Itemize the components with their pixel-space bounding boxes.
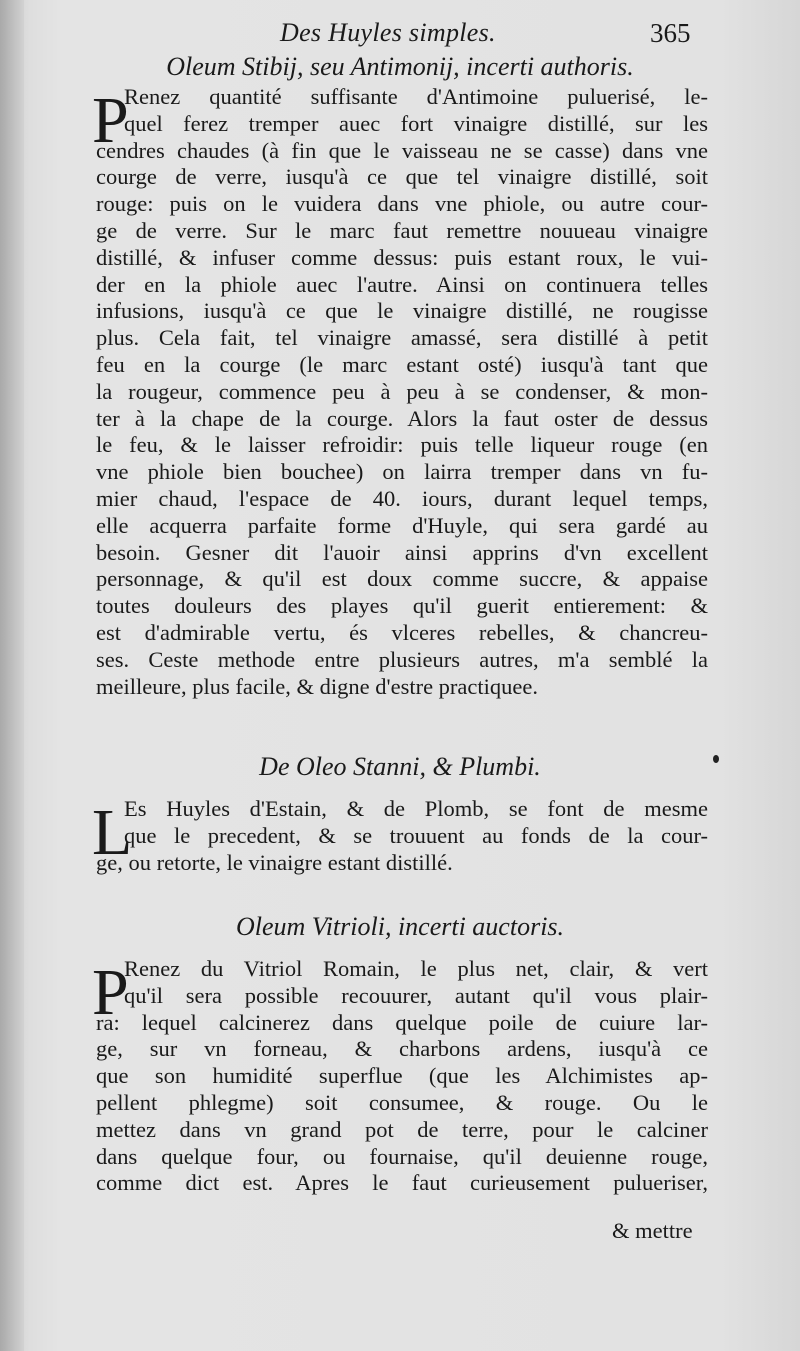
text-line: plus. Cela fait, tel vinaigre amassé, sera distillé à petit (96, 325, 708, 351)
page-header (0, 14, 800, 54)
page-gutter-shadow (0, 0, 24, 1351)
text-line: vne phiole bien bouchee) on lairra tremper dans vn fu- (96, 459, 708, 485)
text-line: quel ferez tremper auec fort vinaigre distillé, sur les (124, 110, 708, 136)
section-body-antimony (92, 84, 708, 700)
text-line: ge, sur vn forneau, & charbons ardens, iusqu'à ce (96, 1036, 708, 1062)
text-line: feu en la courge (le marc estant osté) iusqu'à tant que (96, 351, 708, 377)
page-number: 365 (650, 18, 691, 48)
text-line: est d'admirable vertu, és vlceres rebelles, & chancreu- (96, 619, 708, 645)
text-line: dans quelque four, ou fournaise, qu'il deuienne rouge, (96, 1143, 708, 1169)
text-line: mier chaud, l'espace de 40. iours, durant lequel temps, (96, 485, 708, 511)
text-line: que le precedent, & se trouuent au fonds de la cour- (124, 822, 708, 848)
text-line: meilleure, plus facile, & digne d'estre practiquee. (96, 673, 539, 699)
section-heading-vitriol: Oleum Vitrioli, incerti auctoris. (235, 912, 565, 941)
text-line: pellent phlegme) soit consumee, & rouge. Ou le (96, 1089, 708, 1115)
text-line: toutes douleurs des playes qu'il guerit entierement: & (96, 593, 708, 619)
text-line: personnage, & qu'il est doux comme succre, & appaise (96, 566, 708, 592)
section-heading-tin-lead: De Oleo Stanni, & Plumbi. (259, 752, 541, 781)
text-line: rouge: puis on le vuidera dans vne phiole, ou autre cour- (96, 191, 708, 217)
text-line: cendres chaudes (à fin que le vaisseau ne se casse) dans vne (96, 137, 708, 163)
catchword: & mettre (612, 1218, 693, 1243)
text-line: elle acquerra parfaite forme d'Huyle, qui sera gardé au (96, 512, 708, 538)
section-body-vitriol (92, 956, 708, 1197)
section-body-tin-lead (92, 796, 708, 876)
text-line: besoin. Gesner dit l'auoir ainsi apprins d'vn excellent (96, 539, 708, 565)
text-line: distillé, & infuser comme dessus: puis estant roux, le vui- (96, 244, 708, 270)
text-line: ge de verre. Sur le marc faut remettre nouueau vinaigre (96, 217, 708, 243)
text-line: ra: lequel calcinerez dans quelque poile de cuiure lar- (96, 1009, 708, 1035)
running-title: Des Huyles simples. (280, 18, 496, 47)
text-line: qu'il sera possible recouurer, autant qu'il vous plair- (124, 982, 708, 1008)
text-line: la rougeur, commence peu à peu à se condenser, & mon- (96, 378, 708, 404)
text-line: der en la phiole auec l'autre. Ainsi on continuera telles (96, 271, 708, 297)
section-heading-antimony: Oleum Stibij, seu Antimonij, incerti authoris. (166, 52, 634, 81)
ink-spot (713, 755, 719, 763)
text-line: ses. Ceste methode entre plusieurs autres, m'a semblé la (96, 646, 708, 672)
text-line: que son humidité superflue (que les Alchimistes ap- (96, 1063, 708, 1089)
text-line: le feu, & le laisser refroidir: puis telle liqueur rouge (en (96, 432, 708, 458)
dropcap: P (92, 956, 129, 1029)
text-line: Renez quantité suffisante d'Antimoine puluerisé, le- (124, 84, 708, 109)
text-line: ge, ou retorte, le vinaigre estant distillé. (96, 849, 453, 875)
text-line: courge de verre, iusqu'à ce que tel vinaigre distillé, soit (96, 164, 708, 190)
text-line: Es Huyles d'Estain, & de Plomb, se font de mesme (124, 796, 708, 821)
text-line: infusions, iusqu'à ce que le vinaigre distillé, ne rougisse (96, 298, 708, 324)
text-line: mettez dans vn grand pot de terre, pour le calciner (96, 1116, 708, 1142)
text-line: Renez du Vitriol Romain, le plus net, clair, & vert (124, 956, 708, 981)
text-line: ter à la chape de la courge. Alors la faut oster de dessus (96, 405, 708, 431)
text-line: comme dict est. Apres le faut curieusement pulueriser, (96, 1170, 708, 1196)
dropcap: L (92, 796, 133, 869)
dropcap: P (92, 84, 129, 157)
